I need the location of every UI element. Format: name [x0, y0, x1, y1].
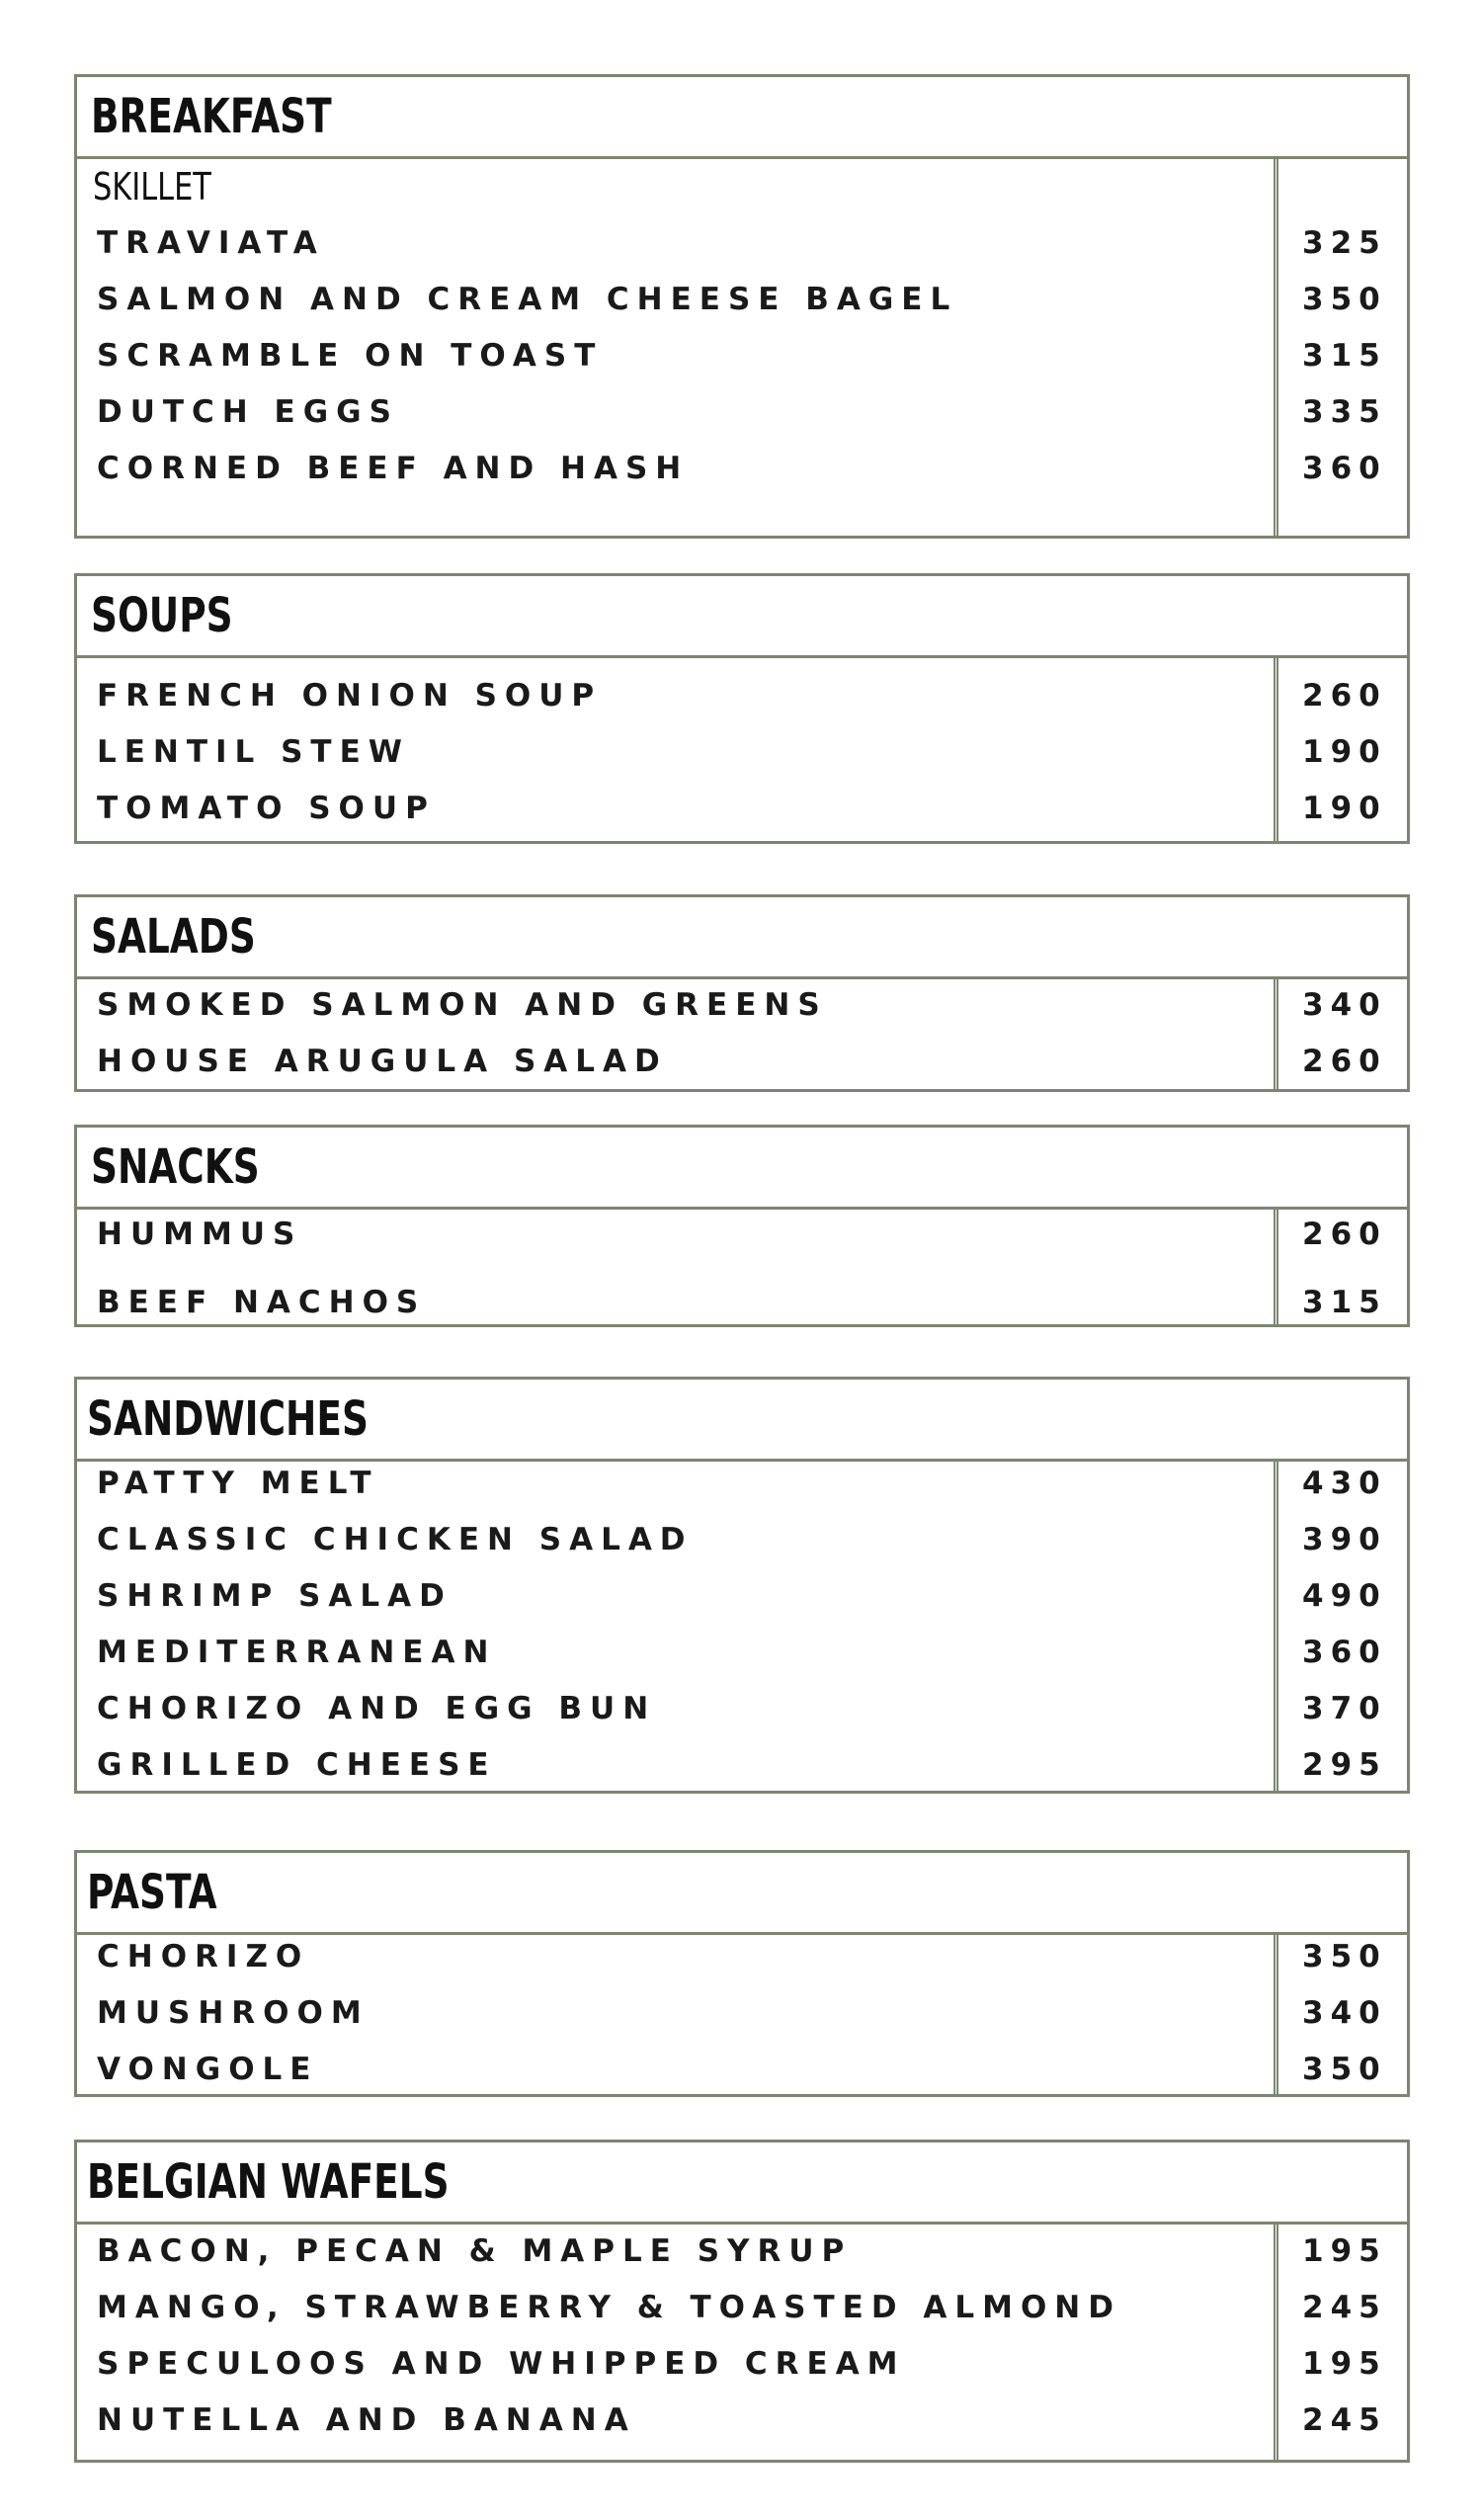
menu-item — [77, 732, 1407, 772]
item-price: 390 — [1302, 1522, 1387, 1557]
item-price: 315 — [1302, 338, 1387, 374]
section-title: SALADS — [91, 909, 256, 965]
menu-item — [77, 2050, 1407, 2089]
section-header — [77, 1380, 1407, 1462]
item-price: 195 — [1302, 2346, 1387, 2382]
item-price: 315 — [1302, 1285, 1387, 1320]
item-price: 335 — [1302, 394, 1387, 430]
item-price: 325 — [1302, 225, 1387, 261]
item-price: 245 — [1302, 2402, 1387, 2438]
item-price: 190 — [1302, 791, 1387, 826]
price-column-divider — [1274, 1462, 1278, 1791]
menu-item — [77, 1464, 1407, 1503]
item-name: PATTY MELT — [97, 1466, 379, 1501]
menu-item — [77, 336, 1407, 376]
item-name: CLASSIC CHICKEN SALAD — [97, 1522, 694, 1557]
menu-item — [77, 1576, 1407, 1616]
menu-item — [77, 2288, 1407, 2327]
item-name: SPECULOOS AND WHIPPED CREAM — [97, 2346, 906, 2382]
item-price: 430 — [1302, 1466, 1387, 1501]
section-body — [77, 1210, 1407, 1324]
item-price: 350 — [1302, 2052, 1387, 2087]
item-name: NUTELLA AND BANANA — [97, 2402, 636, 2438]
item-name: BEEF NACHOS — [97, 1285, 427, 1320]
menu-item — [77, 223, 1407, 263]
section-body — [77, 159, 1407, 536]
menu-item — [77, 392, 1407, 432]
item-name: TRAVIATA — [97, 225, 325, 261]
item-name: HUMMUS — [97, 1217, 303, 1252]
menu-item — [77, 789, 1407, 828]
section-belgian-wafels — [74, 2140, 1410, 2463]
section-body — [77, 658, 1407, 841]
item-name: DUTCH EGGS — [97, 394, 399, 430]
item-name: BACON, PECAN & MAPLE SYRUP — [97, 2233, 853, 2269]
menu-item — [77, 1993, 1407, 2033]
item-name: MEDITERRANEAN — [97, 1635, 497, 1670]
item-price: 360 — [1302, 451, 1387, 486]
menu-item — [77, 1042, 1407, 1081]
item-price: 295 — [1302, 1747, 1387, 1783]
item-name: TOMATO SOUP — [97, 791, 436, 826]
menu-item — [77, 1520, 1407, 1559]
item-price: 190 — [1302, 734, 1387, 770]
item-name: CHORIZO — [97, 1939, 310, 1974]
section-snacks — [74, 1125, 1410, 1327]
menu-item — [77, 280, 1407, 319]
menu-item — [77, 1745, 1407, 1785]
item-price: 245 — [1302, 2290, 1387, 2325]
item-price: 260 — [1302, 1217, 1387, 1252]
item-name: FRENCH ONION SOUP — [97, 678, 603, 714]
section-header — [77, 77, 1407, 159]
item-name: SCRAMBLE ON TOAST — [97, 338, 604, 374]
section-header — [77, 2142, 1407, 2225]
menu-item — [77, 1283, 1407, 1322]
menu-item — [77, 2400, 1407, 2440]
subheading-skillet: SKILLET — [93, 165, 211, 209]
item-price: 490 — [1302, 1578, 1387, 1614]
section-title: SOUPS — [91, 588, 233, 643]
item-price: 350 — [1302, 1939, 1387, 1974]
menu-item — [77, 985, 1407, 1025]
item-name: MANGO, STRAWBERRY & TOASTED ALMOND — [97, 2290, 1121, 2325]
section-body — [77, 1462, 1407, 1791]
item-name: CHORIZO AND EGG BUN — [97, 1691, 657, 1726]
section-sandwiches — [74, 1377, 1410, 1794]
item-name: SMOKED SALMON AND GREENS — [97, 987, 828, 1023]
subheading-row — [77, 167, 1407, 207]
section-header — [77, 897, 1407, 979]
item-price: 260 — [1302, 1044, 1387, 1079]
section-header — [77, 1853, 1407, 1935]
section-title: SANDWICHES — [87, 1391, 369, 1447]
section-title: BREAKFAST — [91, 89, 332, 144]
section-title: BELGIAN WAFELS — [87, 2154, 450, 2210]
menu-item — [77, 1689, 1407, 1728]
menu-item — [77, 2231, 1407, 2271]
section-soups — [74, 573, 1410, 844]
section-breakfast — [74, 74, 1410, 539]
section-salads — [74, 894, 1410, 1092]
menu-item — [77, 1937, 1407, 1976]
menu-item — [77, 1633, 1407, 1672]
item-price: 260 — [1302, 678, 1387, 714]
section-body — [77, 1935, 1407, 2094]
item-price: 195 — [1302, 2233, 1387, 2269]
menu-item — [77, 676, 1407, 715]
section-header — [77, 576, 1407, 658]
menu-item — [77, 2344, 1407, 2384]
item-price: 370 — [1302, 1691, 1387, 1726]
item-name: CORNED BEEF AND HASH — [97, 451, 690, 486]
section-title: SNACKS — [91, 1139, 260, 1195]
item-name: GRILLED CHEESE — [97, 1747, 497, 1783]
item-name: VONGOLE — [97, 2052, 319, 2087]
section-body — [77, 979, 1407, 1089]
section-header — [77, 1128, 1407, 1210]
item-price: 350 — [1302, 282, 1387, 317]
item-name: LENTIL STEW — [97, 734, 410, 770]
section-title: PASTA — [87, 1865, 217, 1920]
section-body — [77, 2225, 1407, 2460]
item-price: 360 — [1302, 1635, 1387, 1670]
item-name: SHRIMP SALAD — [97, 1578, 453, 1614]
menu-item — [77, 1215, 1407, 1254]
item-name: SALMON AND CREAM CHEESE BAGEL — [97, 282, 958, 317]
menu-item — [77, 449, 1407, 488]
item-name: MUSHROOM — [97, 1995, 370, 2031]
item-price: 340 — [1302, 987, 1387, 1023]
item-name: HOUSE ARUGULA SALAD — [97, 1044, 668, 1079]
item-price: 340 — [1302, 1995, 1387, 2031]
section-pasta — [74, 1850, 1410, 2097]
